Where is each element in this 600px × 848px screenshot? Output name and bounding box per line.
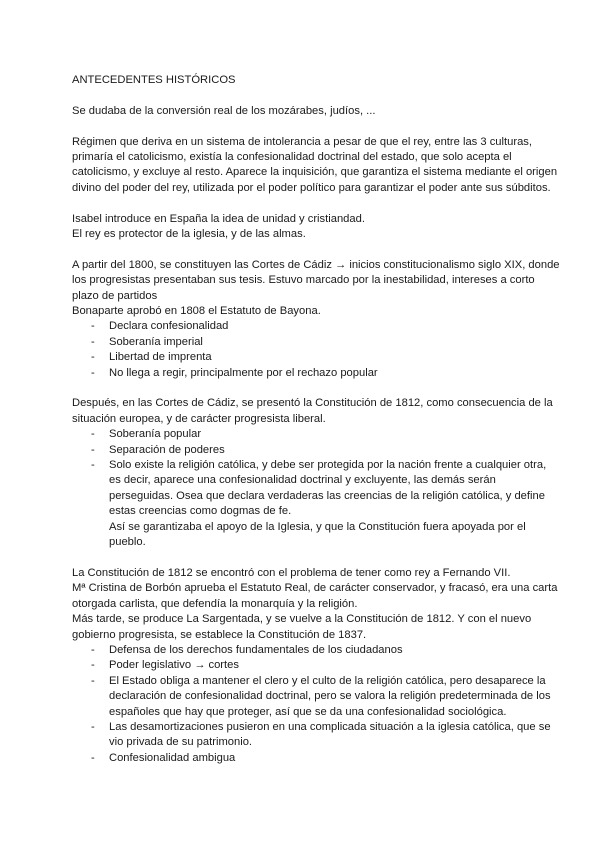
list-item: - Defensa de los derechos fundamentales de los ciudadanos [72, 643, 560, 658]
list-constitucion-1812 [72, 427, 560, 519]
list-estatuto-bayona [72, 319, 560, 381]
paragraph-rey-protector: El rey es protector de la iglesia, y de las almas. [72, 228, 306, 241]
paragraph-maria-cristina: Mª Cristina de Borbón aprueba el Estatuto Real, de carácter conservador, y fracasó, era una carta otorgada carlista, que defendía la monarquía y la religión. [72, 582, 558, 610]
list-item: - Poder legislativo → cortes [72, 658, 560, 673]
list-item: - Confesionalidad ambigua [72, 751, 560, 766]
list-item: - Declara confesionalidad [72, 319, 560, 334]
list-item: - Separación de poderes [72, 443, 560, 458]
paragraph-cortes-cadiz: A partir del 1800, se constituyen las Cortes de Cádiz → inicios constitucionalismo siglo XIX, donde los progresistas presentaban sus tesis. Estuvo marcado por la inestabilidad, intereses a corto plazo de partidos [72, 258, 560, 302]
document-title: ANTECEDENTES HISTÓRICOS [72, 74, 236, 86]
list-item: - Soberanía popular [72, 427, 560, 442]
paragraph-constitucion-1812: Después, en las Cortes de Cádiz, se presentó la Constitución de 1812, como consecuencia de la situación europea, y de carácter progresista liberal. [72, 397, 553, 425]
paragraph-bonaparte: Bonaparte aprobó en 1808 el Estatuto de Bayona. [72, 305, 321, 318]
list-item: - No llega a regir, principalmente por el rechazo popular [72, 366, 560, 381]
list-item: - Las desamortizaciones pusieron en una complicada situación a la iglesia católica, que se vio privada de su patrimonio. [72, 720, 560, 751]
paragraph-fernando-vii: La Constitución de 1812 se encontró con el problema de tener como rey a Fernando VII. [72, 566, 511, 579]
list-item: - Solo existe la religión católica, y debe ser protegida por la nación frente a cualquier otra, es decir, aparece una confesionalidad doctrinal y excluyente, las demás serán perseguidas. Osea que declara verdaderas las creencias de la religión católica, y define estas creencias como dogmas de fe. [72, 458, 560, 520]
list-item: - Soberanía imperial [72, 335, 560, 350]
paragraph-sargentada: Más tarde, se produce La Sargentada, y se vuelve a la Constitución de 1812. Y con el nuevo gobierno progresista, se establece la Constitución de 1837. [72, 613, 532, 641]
paragraph-regimen: Régimen que deriva en un sistema de intolerancia a pesar de que el rey, entre las 3 culturas, primaría el catolicismo, existía la confesionalidad doctrinal del estado, que solo acepta el catolicismo, y excluye al resto. Aparece la inquisición, que garantiza el sistema mediante el origen divino del poder del rey, utilizada por el poder político para garantizar el poder ante sus súbditos. [72, 135, 558, 194]
paragraph-isabel: Isabel introduce en España la idea de unidad y cristiandad. [72, 212, 365, 225]
list-item: - Libertad de imprenta [72, 350, 560, 365]
paragraph-mozarabes: Se dudaba de la conversión real de los mozárabes, judíos, ... [72, 104, 376, 117]
list-constitucion-1837 [72, 643, 560, 766]
list-item: - El Estado obliga a mantener el clero y el culto de la religión católica, pero desaparece la declaración de confesionalidad doctrinal, pero se valora la religión predeterminada de los españoles que hay que proteger, así que se da una confesionalidad sociológica. [72, 674, 560, 720]
list-note-apoyo-iglesia: Así se garantizaba el apoyo de la Iglesia, y que la Constitución fuera apoyada por el pueblo. [109, 520, 526, 549]
